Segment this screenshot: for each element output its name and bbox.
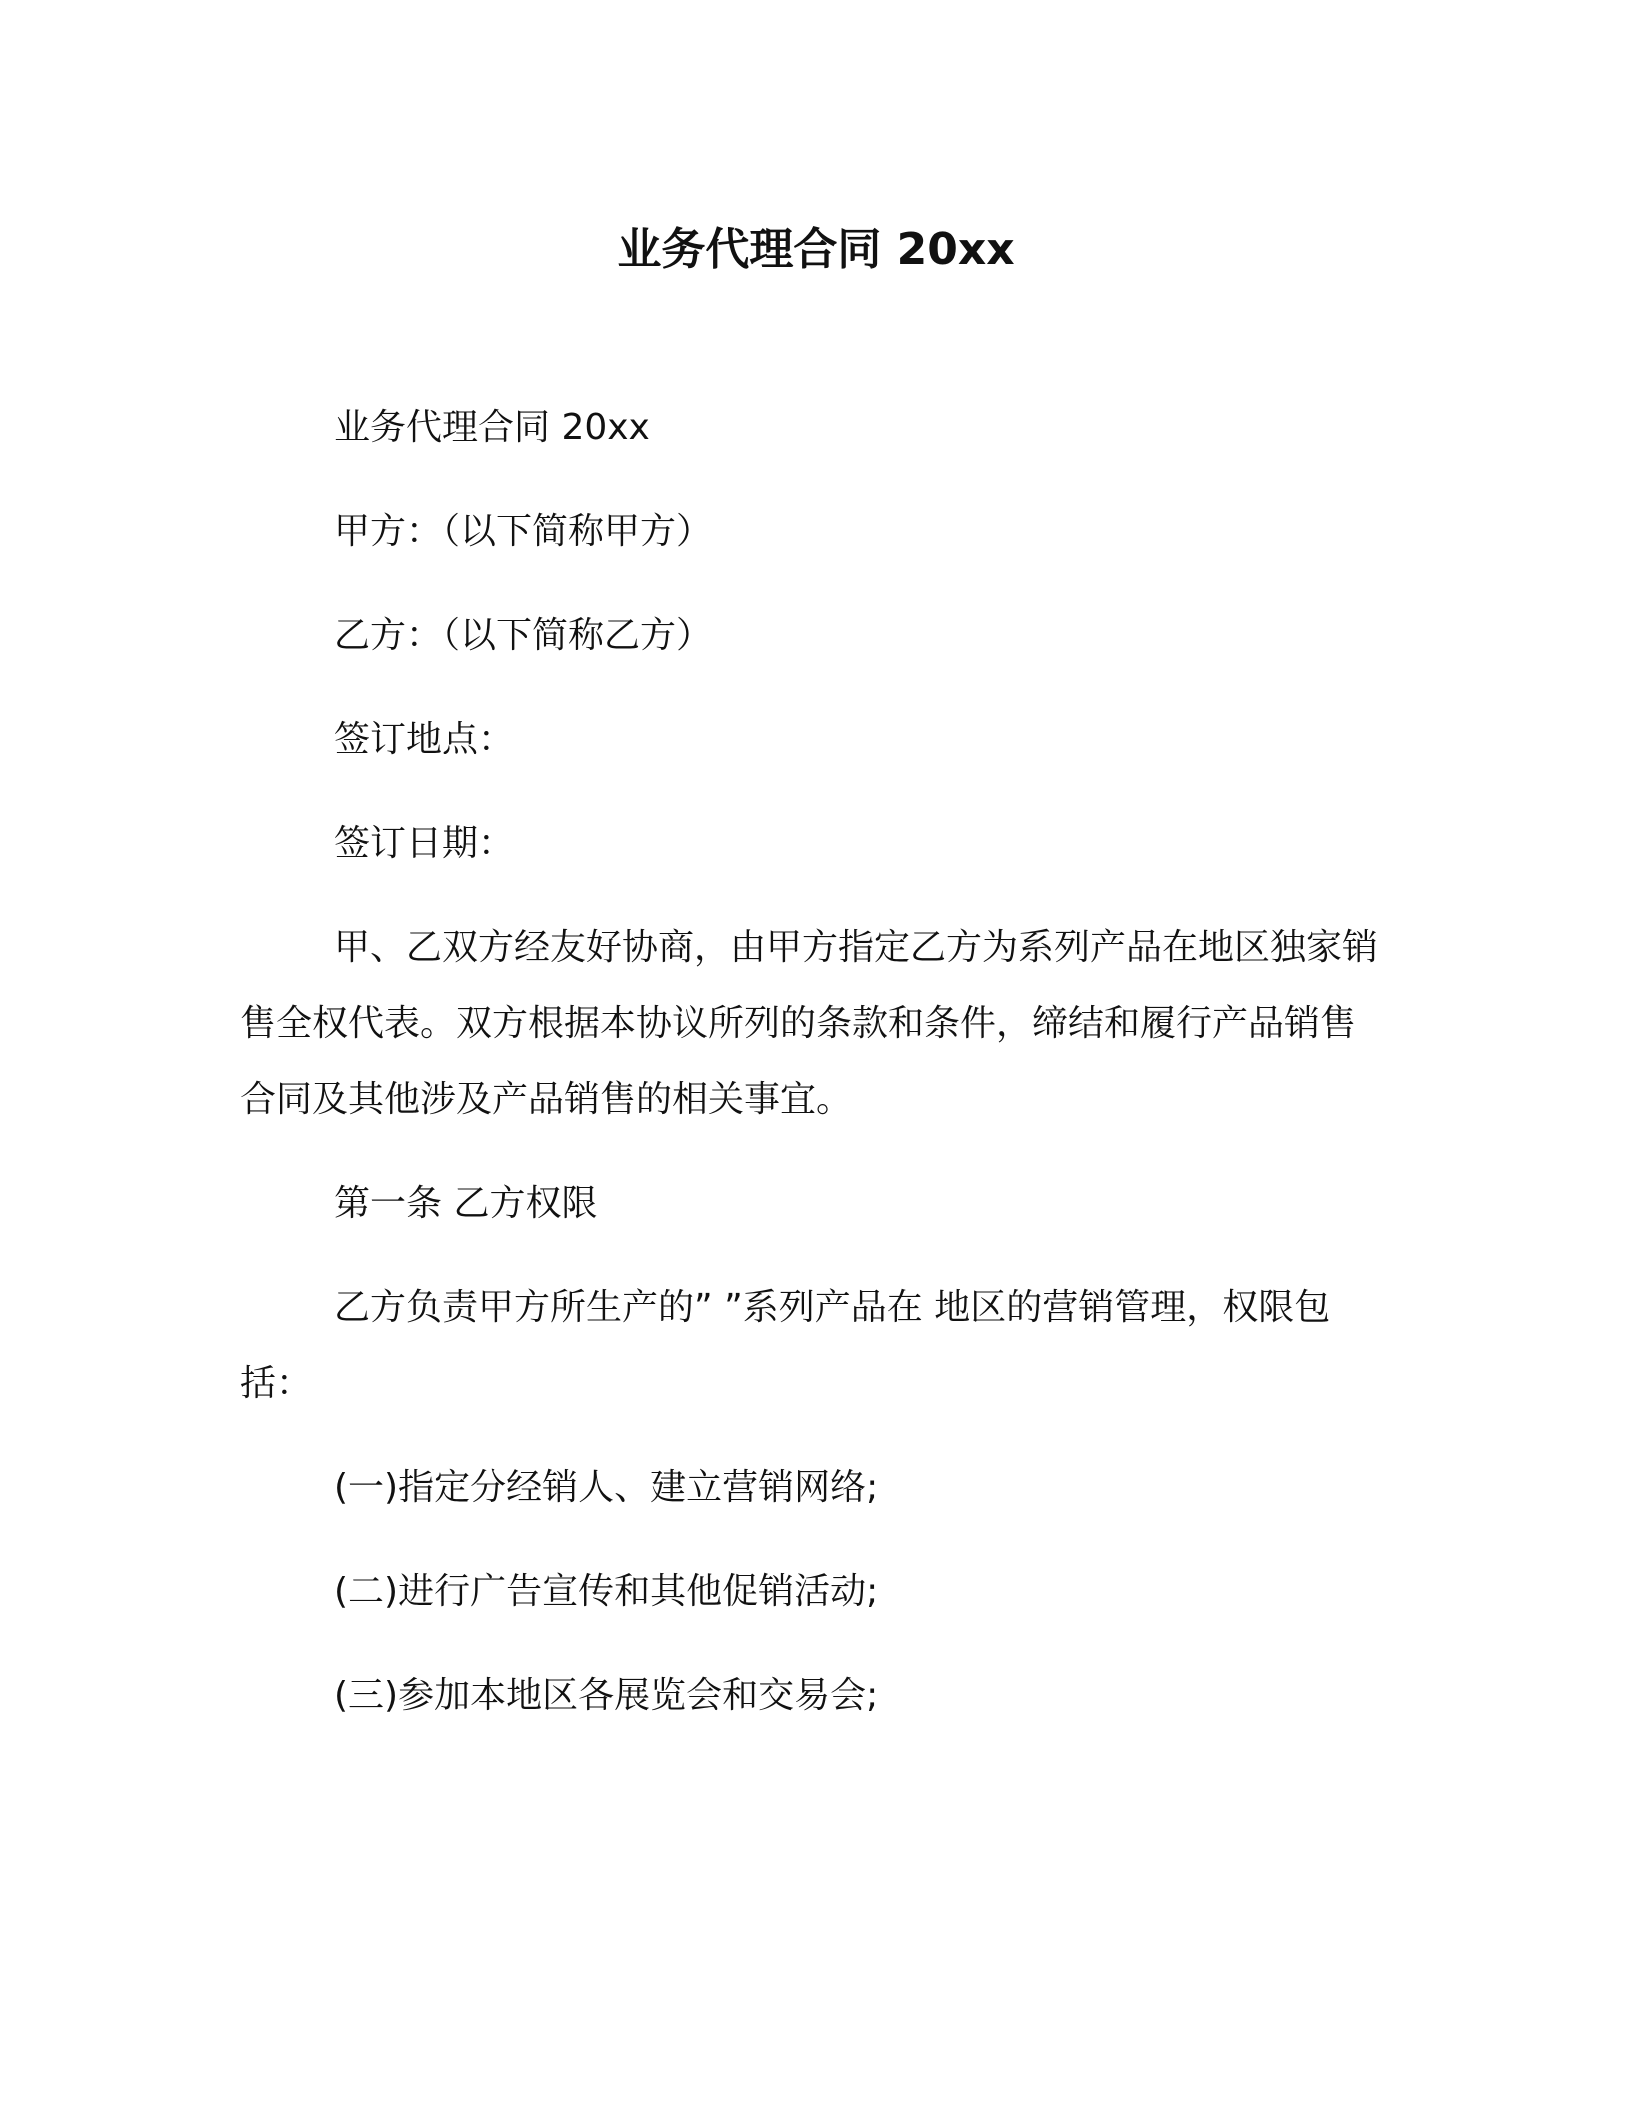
paragraph-article-1-text: 乙方负责甲方所生产的” ”系列产品在 地区的营销管理，权限包括： bbox=[240, 1287, 1331, 1404]
document-body bbox=[240, 390, 1380, 1734]
paragraph-item-3: (三)参加本地区各展览会和交易会; bbox=[334, 1675, 879, 1716]
paragraph-signing-date: 签订日期： bbox=[334, 823, 515, 864]
paragraph-article-1-heading: 第一条 乙方权限 bbox=[334, 1183, 598, 1224]
paragraph-contract-name: 业务代理合同 20xx bbox=[334, 407, 650, 448]
paragraph-signing-place: 签订地点： bbox=[334, 719, 515, 760]
paragraph-party-b: 乙方：（以下简称乙方） bbox=[334, 615, 713, 656]
paragraph-item-1: (一)指定分经销人、建立营销网络; bbox=[334, 1467, 879, 1508]
paragraph-item-2: (二)进行广告宣传和其他促销活动; bbox=[334, 1571, 879, 1612]
document-title: 业务代理合同 20xx bbox=[617, 224, 1015, 275]
paragraph-party-a: 甲方：（以下简称甲方） bbox=[334, 511, 713, 552]
paragraph-preamble: 甲、乙双方经友好协商，由甲方指定乙方为系列产品在地区独家销售全权代表。双方根据本协议所列的条款和条件，缔结和履行产品销售合同及其他涉及产品销售的相关事宜。 bbox=[240, 927, 1379, 1120]
